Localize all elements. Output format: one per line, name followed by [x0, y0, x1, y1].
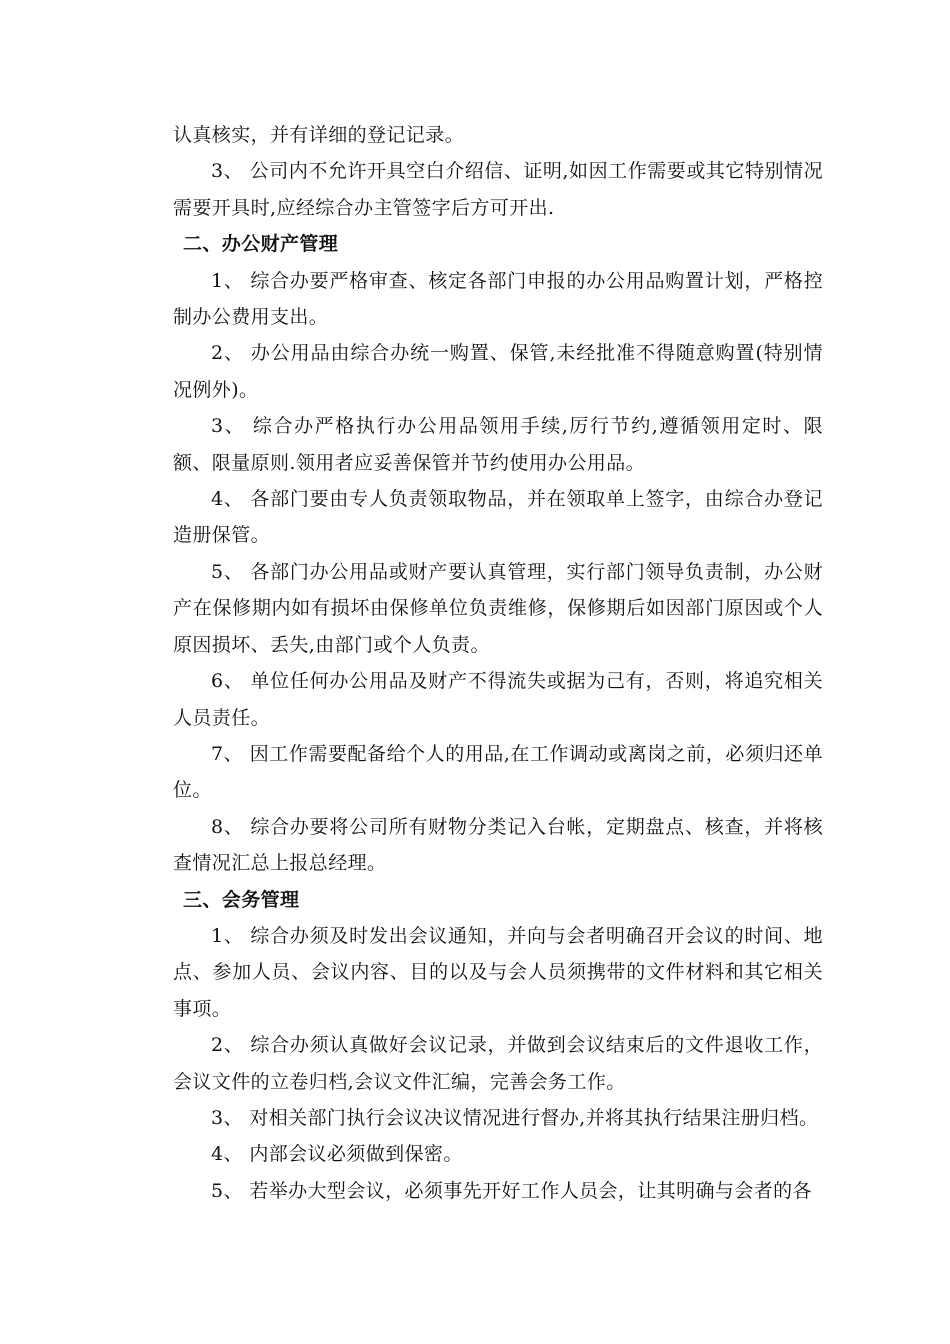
- document-body: [173, 117, 823, 1209]
- paragraph-clause-6: 6、 单位任何办公用品及财产不得流失或据为己有，否则，将追究相关人员责任。: [173, 670, 823, 729]
- paragraph-clause-8: 8、 综合办要将公司所有财物分类记入台帐，定期盘点、核查，并将核查情况汇总上报总经理。: [173, 815, 823, 875]
- paragraph-clause-3: 3、 综合办严格执行办公用品领用手续,厉行节约,遵循领用定时、限额、限量原则.领用者应妥善保管并节约使用办公用品。: [173, 415, 823, 474]
- paragraph-clause-5: 5、 各部门办公用品或财产要认真管理，实行部门领导负责制，办公财产在保修期内如有损坏由保修单位负责维修，保修期后如因部门原因或个人原因损坏、丢失,由部门或个人负责。: [173, 560, 823, 656]
- paragraph-clause-3: 3、 对相关部门执行会议决议情况进行督办,并将其执行结果注册归档。: [211, 1106, 819, 1129]
- paragraph-clause-1: 1、 综合办要严格审查、核定各部门申报的办公用品购置计划，严格控制办公费用支出。: [173, 269, 823, 329]
- section-heading-meeting-management: 三、会务管理: [183, 888, 300, 911]
- section-heading-office-property: 二、办公财产管理: [183, 233, 339, 256]
- paragraph-clause-1: 1、 综合办须及时发出会议通知，并向与会者明确召开会议的时间、地点、参加人员、会议内容、目的以及与会人员须携带的文件材料和其它相关事项。: [173, 924, 823, 1020]
- paragraph-continued: 认真核实，并有详细的登记记录。: [173, 124, 465, 146]
- paragraph-clause-2: 2、 办公用品由综合办统一购置、保管,未经批准不得随意购置(特别情况例外)。: [173, 342, 823, 401]
- paragraph-clause-2: 2、 综合办须认真做好会议记录，并做到会议结束后的文件退收工作，会议文件的立卷归档,会议文件汇编，完善会务工作。: [173, 1034, 823, 1093]
- paragraph-clause-3: 3、 公司内不允许开具空白介绍信、证明,如因工作需要或其它特别情况需要开具时,应经综合办主管签字后方可开出.: [173, 160, 823, 219]
- paragraph-clause-4: 4、 各部门要由专人负责领取物品，并在领取单上签字，由综合办登记造册保管。: [173, 488, 823, 547]
- paragraph-clause-4: 4、 内部会议必须做到保密。: [211, 1143, 463, 1166]
- paragraph-clause-5: 5、 若举办大型会议，必须事先开好工作人员会，让其明确与会者的各: [211, 1179, 812, 1202]
- paragraph-clause-7: 7、 因工作需要配备给个人的用品,在工作调动或离岗之前，必须归还单位。: [173, 742, 823, 802]
